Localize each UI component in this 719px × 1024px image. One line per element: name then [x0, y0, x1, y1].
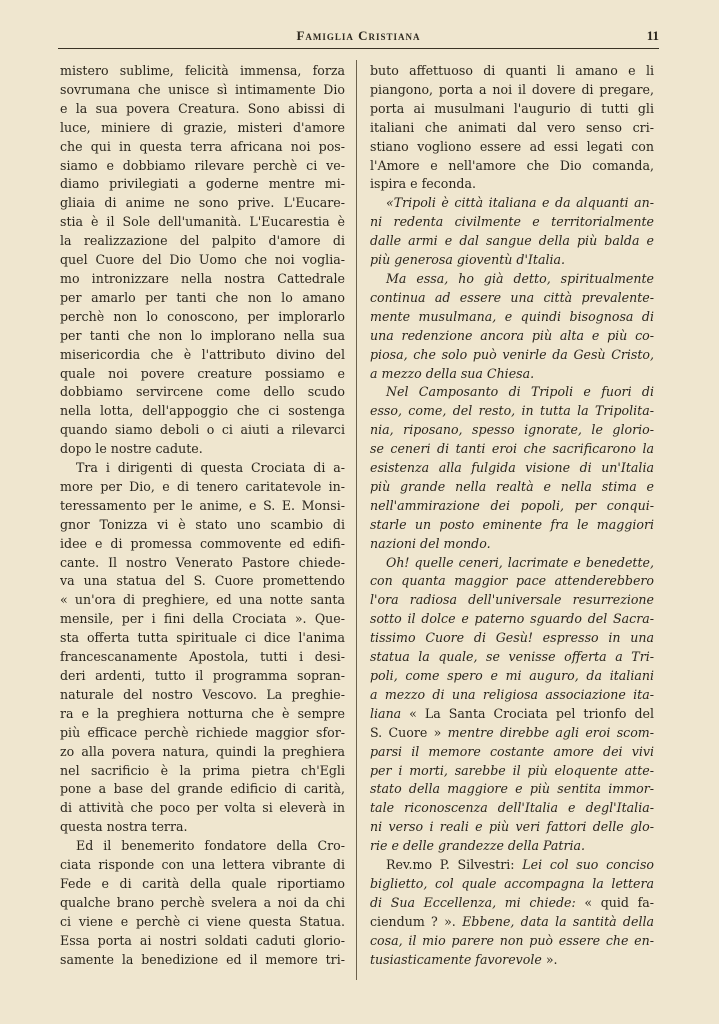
text-line: gnor Tonizza vi è stato uno scambio di — [60, 516, 345, 532]
text-line: mo intronizzare nella nostra Cattedrale — [60, 270, 345, 286]
text-line: «Tripoli è città italiana e da alquanti an- — [386, 195, 654, 211]
text-line: ispira e feconda. — [370, 176, 477, 192]
text-line: sovrumana che unisce sì intimamente Dio — [60, 81, 345, 97]
text-line: Ed il benemerito fondatore della Cro- — [76, 838, 345, 854]
text-line: Nel Camposanto di Tripoli e fuori di — [386, 384, 654, 400]
text-line: Ma essa, ho già detto, spiritualmente — [386, 270, 654, 286]
column-divider — [356, 60, 357, 980]
text-line: di attività che poco per volta si eleverà in — [60, 800, 345, 816]
text-line: e la sua povera Creatura. Sono abissi di — [60, 100, 345, 116]
text-line: ni verso i reali e più veri fattori delle glo- — [370, 819, 654, 835]
text-line: Essa porta ai nostri soldati caduti glorio- — [60, 932, 345, 948]
text-line: ni redenta civilmente e territorialmente — [370, 214, 654, 230]
text-line: misericordia che è l'attributo divino del — [60, 346, 345, 362]
text-line: ci viene e perchè ci viene questa Statua. — [60, 913, 345, 929]
text-line: l'ora radiosa dell'universale resurrezione — [370, 592, 654, 608]
text-line: nia, riposano, spesso ignorate, le glorio- — [370, 422, 654, 438]
text-line: francescanamente Apostola, tutti i desi- — [60, 649, 345, 665]
text-line: diamo privilegiati a goderne mentre mi- — [60, 176, 345, 192]
text-line: che qui in questa terra africana noi pos- — [60, 138, 345, 154]
text-line: siamo e dobbiamo rilevare perchè ci ve- — [60, 157, 345, 173]
text-line: esso, come, del resto, in tutta la Tripolita- — [370, 403, 654, 419]
text-line: qualche brano perchè svelera a noi da chi — [60, 894, 345, 910]
text-line: stia è il Sole dell'umanità. L'Eucarestia è — [60, 214, 345, 230]
text-line — [370, 724, 654, 743]
text-line: luce, miniere di grazie, misteri d'amore — [60, 119, 345, 135]
text-line: la realizzazione del palpito d'amore di — [60, 233, 345, 249]
text-line: dobbiamo servircene come dello scudo — [60, 384, 345, 400]
text-line: una redenzione ancora più alta e più co- — [370, 327, 654, 343]
text-line: per i morti, sarebbe il più eloquente atte- — [370, 762, 654, 778]
text-line: Tra i dirigenti di questa Crociata di a- — [76, 460, 345, 476]
text-line: nazioni del mondo. — [370, 535, 491, 551]
text-segment: Ebbene, data la santità della — [462, 913, 654, 929]
text-line: cosa, il mio parere non può essere che en- — [370, 932, 654, 948]
text-line: quel Cuore del Dio Uomo che noi voglia- — [60, 252, 345, 268]
text-line: sta offerta tutta spirituale ci dice l'anima — [60, 630, 345, 646]
text-line: ciata risponde con una lettera vibrante di — [60, 857, 345, 873]
text-line: a mezzo della sua Chiesa. — [370, 365, 535, 381]
text-segment: tusiasticamente favorevole — [370, 951, 542, 967]
text-line: perchè non lo conoscono, per implorarlo — [60, 308, 345, 324]
running-title: Famiglia Cristiana — [296, 28, 421, 43]
text-line: nella lotta, dell'appoggio che ci sostenga — [60, 403, 345, 419]
text-line — [370, 913, 654, 932]
text-line: biglietto, col quale accompagna la lettera — [370, 875, 654, 891]
text-line: l'Amore e nell'amore che Dio comanda, — [370, 157, 654, 173]
text-line: esistenza alla fulgida visione di un'Italia — [370, 460, 654, 476]
right-column — [370, 62, 654, 970]
text-line — [370, 951, 654, 970]
text-line: italiani che animati dal vero senso cri- — [370, 119, 654, 135]
text-line: buto affettuoso di quanti li amano e li — [370, 63, 654, 78]
page-number: 11 — [646, 28, 659, 43]
text-line: Fede e di carità della quale riportiamo — [60, 875, 345, 891]
text-line: idee e di promessa commovente ed edifi- — [60, 535, 345, 551]
text-line: starle un posto eminente fra le maggiori — [370, 516, 654, 532]
text-line: sotto il dolce e paterno sguardo del Sacra- — [370, 611, 654, 627]
text-line: dalle armi e dal sangue della più balda e — [370, 233, 654, 249]
text-line: a mezzo di una religiosa associazione ita- — [370, 686, 654, 702]
text-line: naturale del nostro Vescovo. La preghie- — [60, 686, 345, 702]
text-segment: « quid fa- — [584, 894, 654, 910]
text-line: porta ai musulmani l'augurio di tutti gli — [370, 100, 654, 116]
text-line — [370, 894, 654, 913]
text-line: stato della maggiore e più sentita immor- — [370, 781, 654, 797]
text-line: samente la benedizione ed il memore tri- — [60, 951, 345, 967]
text-line: se ceneri di tanti eroi che sacrificarono la — [370, 441, 654, 457]
text-line: more per Dio, e di tenero caritatevole in- — [60, 478, 345, 494]
text-line: nel sacrificio è la prima pietra ch'Egli — [60, 762, 345, 778]
text-line: piangono, porta a noi il dovere di pregare, — [370, 81, 654, 97]
text-segment: liana — [370, 705, 410, 721]
text-segment: ciendum ? ». — [370, 913, 463, 929]
left-column — [60, 62, 345, 970]
text-line: mistero sublime, felicità immensa, forza — [60, 63, 345, 78]
text-line: più grande nella realtà e nella stima e — [370, 478, 654, 494]
text-line: più efficace perchè richiede maggior sfor- — [60, 724, 345, 740]
text-line: tissimo Cuore di Gesù! espresso in una — [370, 630, 654, 646]
text-line: poli, come spero e mi auguro, da italiani — [370, 668, 654, 683]
text-line — [370, 856, 654, 875]
text-line: quando siamo deboli o ci aiuti a rilevarci — [60, 422, 345, 438]
text-line: dopo le nostre cadute. — [60, 441, 203, 457]
text-segment: S. Cuore » — [370, 724, 448, 740]
text-line: piosa, che solo può venirle da Gesù Cristo, — [370, 346, 654, 362]
text-line: zo alla povera natura, quindi la preghiera — [60, 743, 345, 759]
text-line: rie e delle grandezze della Patria. — [370, 838, 586, 854]
text-line: continua ad essere una città prevalente- — [370, 289, 654, 305]
text-line: quale noi povere creature possiamo e — [60, 365, 345, 381]
text-line: ra e la preghiera notturna che è sempre — [60, 705, 345, 721]
text-line: stiano vogliono essere ad essi legati con — [370, 138, 654, 154]
text-line: con quanta maggior pace attenderebbero — [370, 573, 654, 589]
page-header — [58, 26, 659, 46]
text-line: deri ardenti, tutto il programma sopran- — [60, 668, 345, 683]
text-segment: « La Santa Crociata pel trionfo del — [409, 705, 654, 721]
text-segment: Lei col suo conciso — [522, 857, 654, 873]
text-line: cante. Il nostro Venerato Pastore chiede- — [60, 554, 345, 570]
text-line: gliaia di anime ne sono prive. L'Eucare- — [60, 195, 345, 211]
text-line: statua la quale, se venisse offerta a Tri- — [370, 649, 654, 665]
text-line: mente musulmana, e quindi bisognosa di — [370, 308, 654, 324]
text-line: Oh! quelle ceneri, lacrimate e benedette, — [386, 554, 654, 570]
text-line: va una statua del S. Cuore promettendo — [60, 573, 345, 589]
text-line: parsi il memore costante amore dei vivi — [370, 743, 654, 759]
text-line — [370, 705, 654, 724]
text-line: teressamento per le anime, e S. E. Monsi- — [60, 497, 345, 513]
text-line: questa nostra terra. — [60, 819, 188, 835]
header-rule — [58, 48, 659, 49]
text-line: mensile, per i fini della Crociata ». Que- — [60, 611, 345, 627]
text-segment: Rev.mo P. Silvestri: — [386, 857, 523, 873]
text-segment: mentre direbbe agli eroi scom- — [447, 724, 654, 740]
text-line: « un'ora di preghiere, ed una notte santa — [60, 592, 345, 608]
text-segment: ». — [541, 951, 558, 967]
text-line: nell'ammirazione dei popoli, per conqui- — [370, 497, 654, 513]
text-line: tale riconoscenza dell'Italia e degl'Italia- — [370, 800, 654, 816]
text-line: pone a base del grande edificio di carità, — [60, 781, 345, 797]
text-line: per amarlo per tanti che non lo amano — [60, 289, 345, 305]
text-line: più generosa gioventù d'Italia. — [370, 252, 566, 268]
text-segment: di Sua Eccellenza, mi chiede: — [370, 894, 585, 910]
text-line: per tanti che non lo implorano nella sua — [60, 327, 345, 343]
